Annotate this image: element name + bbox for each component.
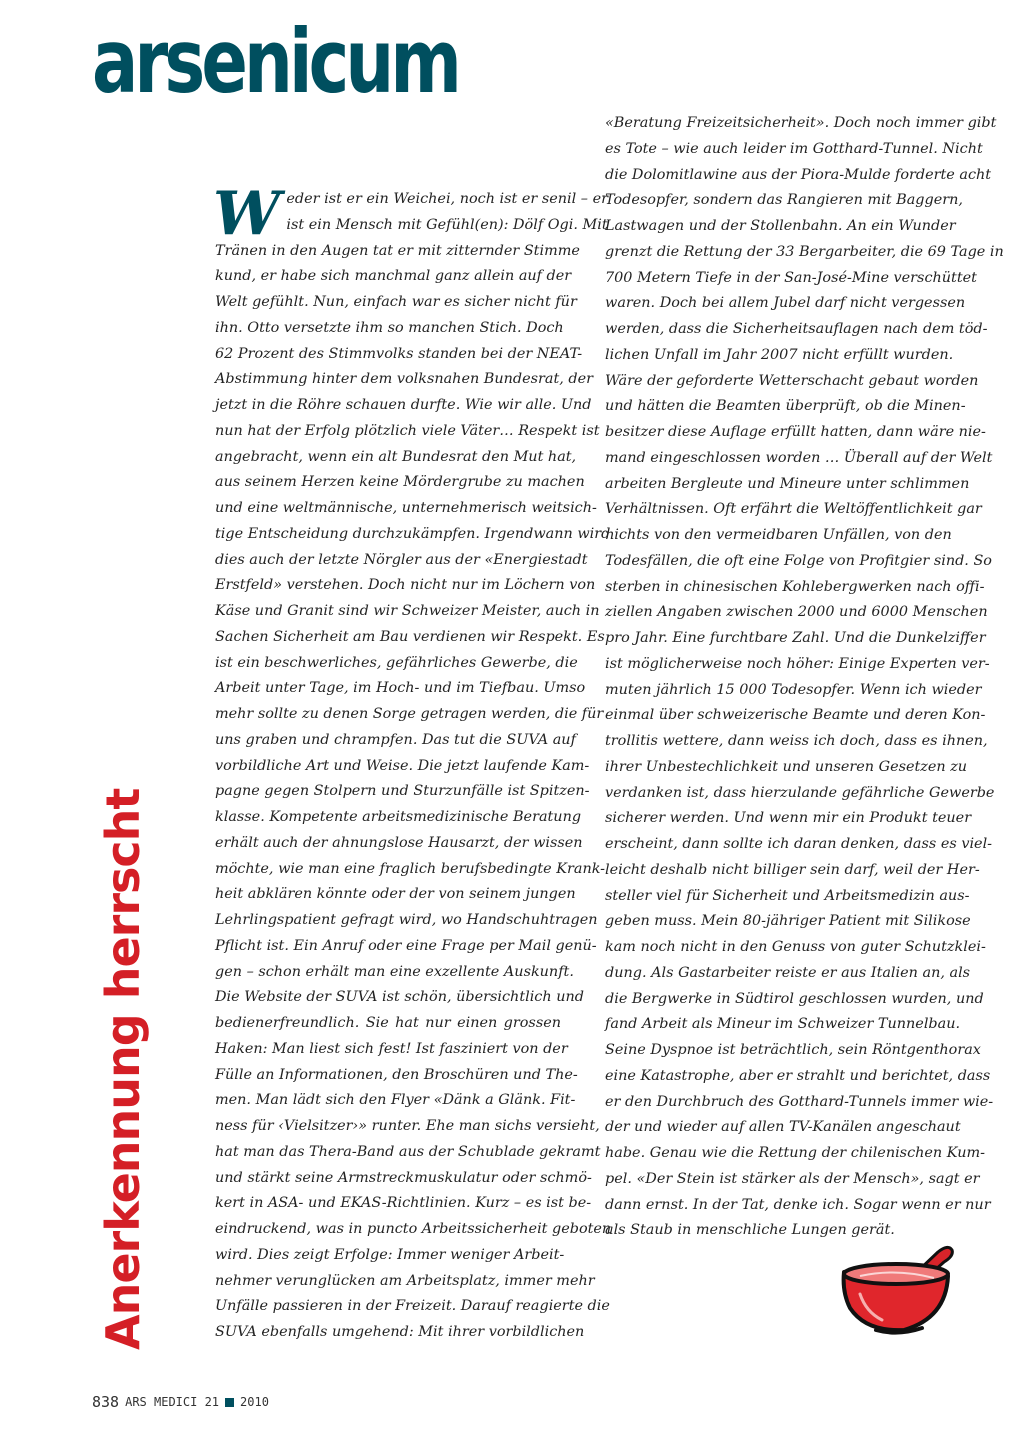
- article-line: waren. Doch bei allem Jubel darf nicht vergessen: [605, 295, 966, 312]
- article-line: Todesfällen, die oft eine Folge von Profitgier sind. So: [605, 552, 992, 569]
- article-line: kund, er habe sich manchmal ganz allein auf der: [215, 268, 572, 285]
- article-line: «Beratung Freizeitsicherheit». Doch noch immer gibt: [605, 115, 997, 131]
- article-line: vorbildliche Art und Weise. Die jetzt laufende Kam-: [215, 757, 590, 774]
- article-line: muten jährlich 15 000 Todesopfer. Wenn ich wieder: [605, 681, 982, 698]
- article-line: und stärkt seine Armstreckmuskulatur oder schmö-: [215, 1169, 592, 1186]
- article-line: die Dolomitlawine aus der Piora-Mulde forderte acht: [605, 166, 992, 183]
- article-line: Käse und Granit sind wir Schweizer Meister, auch in: [215, 603, 600, 619]
- page-footer: [92, 1393, 269, 1411]
- article-line: Verhältnissen. Oft erfährt die Weltöffentlichkeit gar: [605, 501, 982, 518]
- article-line: es Tote – wie auch leider im Gotthard-Tunnel. Nicht: [605, 140, 983, 157]
- article-line: grenzt die Rettung der 33 Bergarbeiter, die 69 Tage in: [605, 243, 1004, 260]
- separator-square-icon: [225, 1398, 234, 1407]
- article-line: trollitis wettere, dann weiss ich doch, dass es ihnen,: [605, 733, 988, 749]
- article-line: werden, dass die Sicherheitsauflagen nach dem töd-: [605, 321, 988, 337]
- article-headline: Anerkennung herrscht: [96, 788, 150, 1350]
- article-line: Abstimmung hinter dem volksnahen Bundesrat, der: [215, 371, 594, 388]
- article-line: kert in ASA- und EKAS-Richtlinien. Kurz – es ist be-: [215, 1195, 592, 1212]
- article-line: Sachen Sicherheit am Bau verdienen wir Respekt. Es: [215, 628, 605, 645]
- article-line: wird. Dies zeigt Erfolge: Immer weniger Arbeit-: [215, 1246, 565, 1263]
- article-line: aus seinem Herzen keine Mördergrube zu machen: [215, 474, 585, 491]
- article-line: 62 Prozent des Stimmvolks standen bei der NEAT-: [215, 345, 583, 362]
- article-line: ist möglicherweise noch höher: Einige Experten ver-: [605, 655, 990, 672]
- article-line: Haken: Man liest sich fest! Ist fasziniert von der: [215, 1040, 568, 1057]
- article-line: ziellen Angaben zwischen 2000 und 6000 Menschen: [605, 604, 988, 621]
- article-line: möchte, wie man eine fraglich berufsbedingte Krank-: [215, 860, 606, 877]
- page-number: 838: [92, 1393, 120, 1411]
- article-line: heit abklären könnte oder der von seinem jungen: [215, 886, 576, 903]
- article-line: erscheint, dann sollte ich daran denken, dass es viel-: [605, 836, 993, 852]
- article-line: eindruckend, was in puncto Arbeitssicherheit geboten: [215, 1221, 612, 1237]
- mortar-and-pestle-icon: [838, 1232, 954, 1336]
- article-line: Fülle an Informationen, den Broschüren und The-: [215, 1066, 578, 1083]
- article-line: sicherer werden. Und wenn mir ein Produkt teuer: [605, 810, 972, 827]
- article-line: mehr sollte zu denen Sorge getragen werden, die für: [215, 706, 604, 722]
- article-line: ness für ‹Vielsitzer›» runter. Ehe man sichs versieht,: [215, 1118, 600, 1134]
- article-line: nichts von den vermeidbaren Unfällen, von den: [605, 527, 952, 543]
- article-line: arbeiten Bergleute und Mineure unter schlimmen: [605, 475, 970, 492]
- article-line: und hätten die Beamten überprüft, ob die Minen-: [605, 398, 966, 415]
- article-line: ihn. Otto versetzte ihm so manchen Stich. Doch: [215, 319, 564, 336]
- article-line: Seine Dyspnoe ist beträchtlich, sein Röntgenthorax: [605, 1042, 981, 1058]
- article-line: kam noch nicht in den Genuss von guter Schutzklei-: [605, 939, 986, 955]
- article-line: leicht deshalb nicht billiger sein darf, weil der Her-: [605, 861, 980, 878]
- article-line: tige Entscheidung durchzukämpfen. Irgendwann wird: [215, 525, 611, 542]
- section-title: arsenicum: [92, 10, 458, 113]
- article-line: ihrer Unbestechlichkeit und unseren Gesetzen zu: [605, 758, 968, 775]
- article-line: verdanken ist, dass hierzulande gefährliche Gewerbe: [605, 784, 995, 801]
- article-line: ist ein Mensch mit Gefühl(en): Dölf Ogi. Mit: [286, 216, 608, 233]
- article-line: Pflicht ist. Ein Anruf oder eine Frage per Mail genü-: [215, 937, 597, 954]
- article-line: und eine weltmännische, unternehmerisch weitsich-: [215, 500, 597, 516]
- article-line: 700 Metern Tiefe in der San-José-Mine verschüttet: [605, 269, 977, 286]
- article-line: pagne gegen Stolpern und Sturzunfälle ist Spitzen-: [215, 783, 590, 800]
- article-line: Tränen in den Augen tat er mit zitternder Stimme: [215, 242, 580, 259]
- article-line: mand eingeschlossen worden … Überall auf der Welt: [605, 449, 993, 466]
- article-line: nehmer verunglücken am Arbeitsplatz, immer mehr: [215, 1272, 595, 1289]
- article-line: besitzer diese Auflage erfüllt hatten, dann wäre nie-: [605, 424, 986, 440]
- article-line: sterben in chinesischen Kohlebergwerken nach offi-: [605, 578, 985, 595]
- article-line: eder ist er ein Weichei, noch ist er senil – er: [286, 191, 608, 207]
- article-column-2: [605, 111, 1004, 1261]
- article-line: Todesopfer, sondern das Rangieren mit Baggern,: [605, 192, 963, 209]
- article-line: ist ein beschwerliches, gefährliches Gewerbe, die: [215, 654, 578, 671]
- article-line: men. Man lädt sich den Flyer «Dänk a Glänk. Fit-: [215, 1092, 576, 1109]
- article-line: Unfälle passieren in der Freizeit. Darauf reagierte die: [215, 1298, 610, 1315]
- article-line: jetzt in die Röhre schauen durfte. Wie wir alle. Und: [215, 397, 592, 413]
- article-line: hat man das Thera-Band aus der Schublade gekramt: [215, 1143, 601, 1160]
- article-line: Lastwagen und der Stollenbahn. An ein Wunder: [605, 218, 956, 234]
- article-line: klasse. Kompetente arbeitsmedizinische Beratung: [215, 809, 582, 825]
- drop-cap: W: [213, 179, 281, 249]
- article-line: pro Jahr. Eine furchtbare Zahl. Und die Dunkelziffer: [605, 630, 986, 646]
- article-line: Wäre der geforderte Wetterschacht gebaut worden: [605, 372, 979, 389]
- article-line: dung. Als Gastarbeiter reiste er aus Italien an, als: [605, 964, 971, 981]
- article-line: pel. «Der Stein ist stärker als der Mensch», sagt er: [605, 1170, 980, 1187]
- publication-name: ARS MEDICI 21: [125, 1395, 220, 1409]
- article-line: als Staub in menschliche Lungen gerät.: [605, 1222, 895, 1239]
- article-line: Welt gefühlt. Nun, einfach war es sicher nicht für: [215, 294, 577, 310]
- article-line: eine Katastrophe, aber er strahlt und berichtet, dass: [605, 1067, 991, 1084]
- article-line: Lehrlingspatient gefragt wird, wo Handschuhtragen: [215, 912, 598, 928]
- article-line: er den Durchbruch des Gotthard-Tunnels immer wie-: [605, 1093, 994, 1110]
- article-line: lichen Unfall im Jahr 2007 nicht erfüllt wurden.: [605, 346, 954, 363]
- article-line: dies auch der letzte Nörgler aus der «Energiestadt: [215, 551, 588, 568]
- article-line: erhält auch der ahnungslose Hausarzt, der wissen: [215, 834, 583, 851]
- article-line: die Bergwerke in Südtirol geschlossen wurden, und: [605, 990, 984, 1007]
- article-line: gen – schon erhält man eine exzellente Auskunft.: [215, 963, 574, 980]
- article-line: SUVA ebenfalls umgehend: Mit ihrer vorbildlichen: [215, 1324, 585, 1340]
- article-line: der und wieder auf allen TV-Kanälen angeschaut: [605, 1119, 961, 1136]
- article-line: einmal über schweizerische Beamte und deren Kon-: [605, 707, 986, 724]
- article-line: Arbeit unter Tage, im Hoch- und im Tiefbau. Umso: [215, 680, 586, 697]
- article-line: Erstfeld» verstehen. Doch nicht nur im Löchern von: [215, 577, 596, 594]
- article-line: habe. Genau wie die Rettung der chilenischen Kum-: [605, 1145, 985, 1161]
- article-line: nun hat der Erfolg plötzlich viele Väter… Respekt ist: [215, 422, 600, 439]
- article-line: uns graben und chrampfen. Das tut die SUVA auf: [215, 731, 576, 748]
- article-line: bedienerfreundlich. Sie hat nur einen grossen: [215, 1015, 561, 1031]
- publication-year: 2010: [240, 1395, 269, 1409]
- article-line: Die Website der SUVA ist schön, übersichtlich und: [215, 989, 584, 1006]
- article-line: angebracht, wenn ein alt Bundesrat den Mut hat,: [215, 448, 577, 465]
- article-line: dann ernst. In der Tat, denke ich. Sogar wenn er nur: [605, 1196, 991, 1213]
- article-line: geben muss. Mein 80-jähriger Patient mit Silikose: [605, 913, 971, 930]
- article-line: steller viel für Sicherheit und Arbeitsmedizin aus-: [605, 887, 970, 904]
- article-column-1: [213, 179, 612, 1357]
- article-line: fand Arbeit als Mineur im Schweizer Tunnelbau.: [605, 1016, 961, 1033]
